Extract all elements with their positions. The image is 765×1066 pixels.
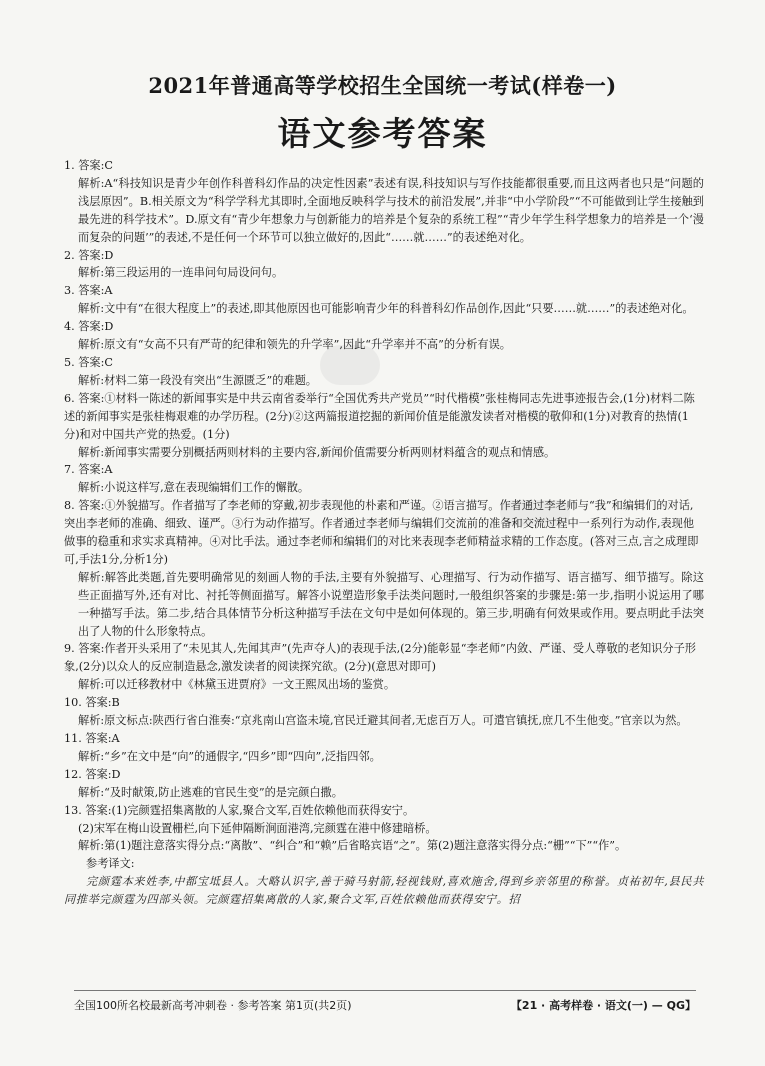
answer-item-10 (64, 694, 704, 730)
answer-line: 7. 答案:A (64, 463, 113, 477)
explanation-text: 解析:可以迁移教材中《林黛玉进贾府》一文王熙凤出场的鉴赏。 (78, 678, 396, 692)
answer-line: 9. 答案:作者开头采用了“未见其人,先闻其声”(先声夺人)的表现手法,(2分)能彰显“李老师”内敛、严谨、受人尊敬的老知识分子形象,(2分)以众人的反应制造悬念,激发读者的阅读探究欲。(2分)(意思对即可) (64, 642, 696, 674)
answer-line: 8. 答案:①外貌描写。作者描写了李老师的穿戴,初步表现他的朴素和严谨。②语言描写。作者通过李老师与“我”和编辑们的对话,突出李老师的准确、细致、谨严。③行为动作描写。作者通过李老师与编辑们交流前的准备和交流过程中一系列行为动作,表现他做事的稳重和求实求真精神。④对比手法。通过李老师和编辑们的对比来表现李老师精益求精的工作态度。(答对三点,言之成理即可,手法1分,分析1分) (64, 499, 699, 566)
answer-line: 4. 答案:D (64, 320, 114, 334)
explanation-text: 解析:材料二第一段没有突出“生源匮乏”的难题。 (78, 373, 317, 387)
explanation-text: 解析:新闻事实需要分别概括两则材料的主要内容,新闻价值需要分析两则材料蕴含的观点和情感。 (78, 445, 556, 459)
answer-item-9 (64, 640, 704, 694)
answer-line: 3. 答案:A (64, 284, 113, 298)
reference-translation-text: 完颜霆本来姓李,中都宝坻县人。大略认识字,善于骑马射箭,轻视钱财,喜欢施舍,得到乡亲邻里的称誉。贞祐初年,县民共同推举完颜霆为四部头领。完颜霆招集离散的人家,聚合文军,百姓依赖他而获得安宁。招 (64, 875, 704, 907)
explanation-text: 解析:文中有“在很大程度上”的表述,即其他原因也可能影响青少年的科普科幻作品创作,因此“只要……就……”的表述绝对化。 (78, 302, 694, 316)
explanation-text: 解析:解答此类题,首先要明确常见的刻画人物的手法,主要有外貌描写、心理描写、行为动作描写、语言描写、细节描写。除这些正面描写外,还有对比、衬托等侧面描写。解答小说塑造形象手法类问题时,一般组织答案的步骤是:第一步,指明小说运用了哪一种描写手法。第二步,结合具体情节分析这种描写手法在文句中是如何体现的。第三步,明确有何效果或作用。要点明此手法突出了人物的什么形象特点。 (78, 570, 704, 638)
footer-left-text: 全国100所名校最新高考冲刺卷 · 参考答案 第1页(共2页) (74, 999, 352, 1012)
explanation-text: 解析:A“科技知识是青少年创作科普科幻作品的决定性因素”表述有误,科技知识与写作技能都很重要,而且这两者也只是“问题的浅层原因”。B.相关原文为“科学学科尤其即时,全面地反映科学与技术的前沿发展”,并非“中小学阶段”“不可能做到让学生接触到最先进的科学技术”。D.原文有“青少年想象力与创新能力的培养是个复杂的系统工程”“青少年学生科学想象力的培养是一个‘漫而复杂的问题’”的表述,不是任何一个环节可以独立做好的,因此“……就……”的表述绝对化。 (78, 176, 704, 244)
answer-item-2 (64, 247, 704, 283)
explanation-text: 解析:第三段运用的一连串问句局设问句。 (78, 266, 284, 280)
footer-right-code: 【21 · 高考样卷 · 语文(一) — QG】 (510, 999, 696, 1012)
answer-item-3 (64, 282, 704, 318)
answer-item-11 (64, 730, 704, 766)
answer-line: 12. 答案:D (64, 767, 121, 781)
answer-line: 6. 答案:①材料一陈述的新闻事实是中共云南省委举行“全国优秀共产党员”“时代楷模”张桂梅同志先进事迹报告会,(1分)材料二陈述的新闻事实是张桂梅艰难的办学历程。(2分)②这两篇报道挖掘的新闻价值是能激发读者对楷模的敬仰和(1分)对教育的热情(1分)和对中国共产党的热爱。(1分) (64, 391, 695, 441)
reference-translation-title: 参考译文: (86, 857, 135, 871)
answer-item-5 (64, 354, 704, 390)
answer-line: 5. 答案:C (64, 355, 113, 369)
answer-item-6 (64, 390, 704, 462)
answer-list (64, 157, 704, 909)
explanation-text: 解析:原文有“女高不只有严苛的纪律和领先的升学率”,因此“升学率并不高”的分析有误。 (78, 338, 511, 352)
explanation-text: 解析:“及时献策,防止逃难的官民生变”的是完颜白撒。 (78, 785, 343, 799)
explanation-text: 解析:“乡”在文中是“向”的通假字,“四乡”即“四向”,泛指四邻。 (78, 749, 381, 763)
answer-item-1 (64, 157, 704, 247)
answer-line-2: (2)宋军在梅山设置栅栏,向下延伸隔断涧面港湾,完颜霆在港中修建暗桥。 (78, 821, 437, 835)
answer-item-8 (64, 497, 704, 640)
answer-line: 1. 答案:C (64, 159, 113, 172)
answer-item-13 (64, 802, 704, 856)
page-footer (74, 990, 696, 1013)
explanation-text: 解析:小说这样写,意在表现编辑们工作的懈散。 (78, 481, 310, 495)
answer-line: 11. 答案:A (64, 732, 120, 745)
answer-line: 2. 答案:D (64, 248, 114, 262)
explanation-text: 解析:原文标点:陕西行省白淮奏:“京兆南山宫盗未境,官民迁避其间者,无虑百万人。可遣官镇抚,庶几不生他变。”官亲以为然。 (78, 714, 688, 728)
exam-title: 2021年普通高等学校招生全国统一考试(样卷一) (148, 73, 617, 98)
answer-item-7 (64, 461, 704, 497)
answer-item-4 (64, 318, 704, 354)
answer-line: 10. 答案:B (64, 696, 120, 710)
answer-line: 13. 答案:(1)完颜霆招集离散的人家,聚合文军,百姓依赖他而获得安宁。 (64, 803, 415, 817)
answer-item-12 (64, 766, 704, 802)
page-title: 语文参考答案 (277, 114, 488, 153)
explanation-text: 解析:第(1)题注意落实得分点:“离散”、“纠合”和“赖”后省略宾语“之”。第(2)题注意落实得分点:“栅”“下”“作”。 (78, 839, 627, 853)
